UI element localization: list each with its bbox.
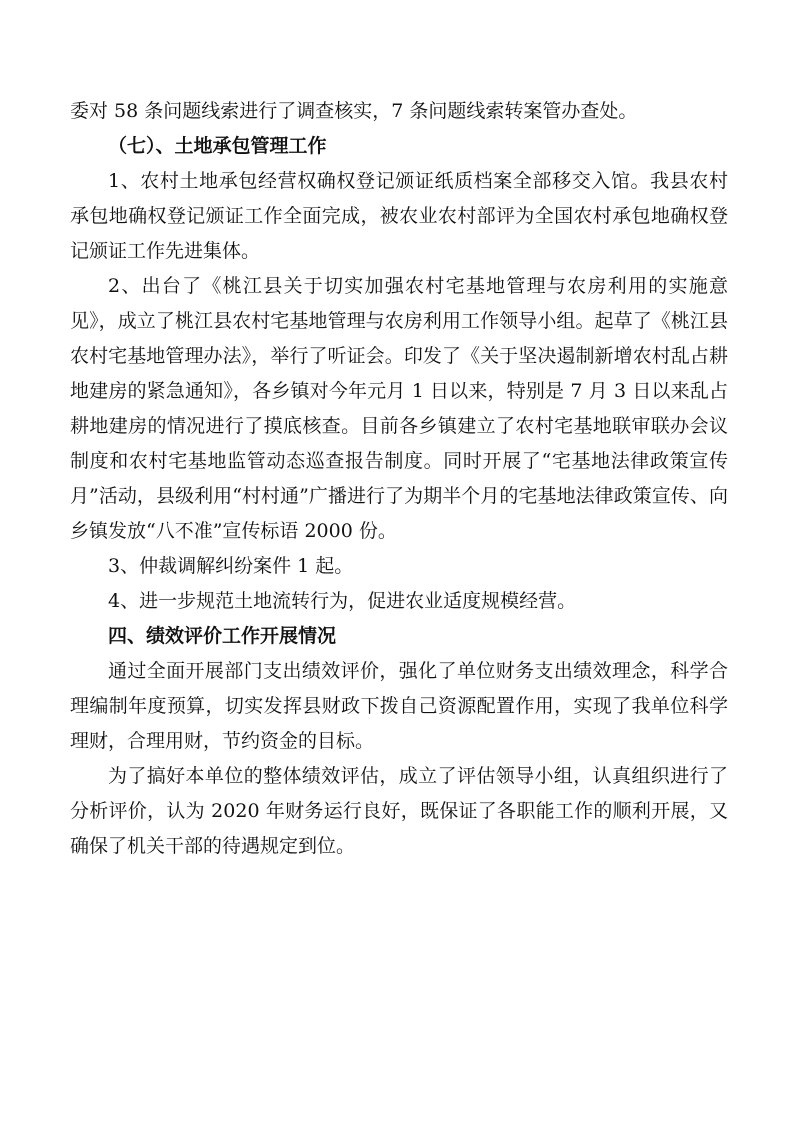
paragraph-performance-1: 通过全面开展部门支出绩效评价，强化了单位财务支出绩效理念，科学合理编制年度预算，切实发挥县财政下拨自己资源配置作用，实现了我单位科学理财，合理用财，节约资金的目标。 xyxy=(70,660,728,752)
paragraph-performance-2: 为了搞好本单位的整体绩效评估，成立了评估领导小组，认真组织进行了分析评价，认为 2020 年财务运行良好，既保证了各职能工作的顺利开展，又确保了机关干部的待遇规定到位。 xyxy=(70,765,728,857)
section-heading-performance: 四、绩效评价工作开展情况 xyxy=(108,625,337,647)
paragraph-item-3: 3、仲裁调解纠纷案件 1 起。 xyxy=(108,555,354,577)
paragraph-item-1: 1、农村土地承包经营权确权登记颁证纸质档案全部移交入馆。我县农村承包地确权登记颁证工作全面完成，被农业农村部评为全国农村承包地确权登记颁证工作先进集体。 xyxy=(70,170,728,262)
paragraph-item-4: 4、进一步规范土地流转行为，促进农业适度规模经营。 xyxy=(108,590,577,612)
section-subheading-land-contract: （七）、土地承包管理工作 xyxy=(108,135,327,157)
paragraph-item-2: 2、出台了《桃江县关于切实加强农村宅基地管理与农房利用的实施意见》，成立了桃江县农村宅基地管理与农房利用工作领导小组。起草了《桃江县农村宅基地管理办法》，举行了听证会。印发了《关于坚决遏制新增农村乱占耕地建房的紧急通知》，各乡镇对今年元月 1 日以来，特别是 7 月 3 日以来乱占耕地建房的情况进行了摸底核查。目前各乡镇建立了农村宅基地联审联办会议制度和农村宅基地监管动态巡查报告制度。同时开展了“宅基地法律政策宣传月”活动，县级利用“村村通”广播进行了为期半个月的宅基地法律政策宣传、向乡镇发放“八不准”宣传标语 2000 份。 xyxy=(70,275,728,542)
document-body xyxy=(70,94,728,864)
paragraph-continuation: 委对 58 条问题线索进行了调查核实，7 条问题线索转案管办查处。 xyxy=(70,100,638,122)
